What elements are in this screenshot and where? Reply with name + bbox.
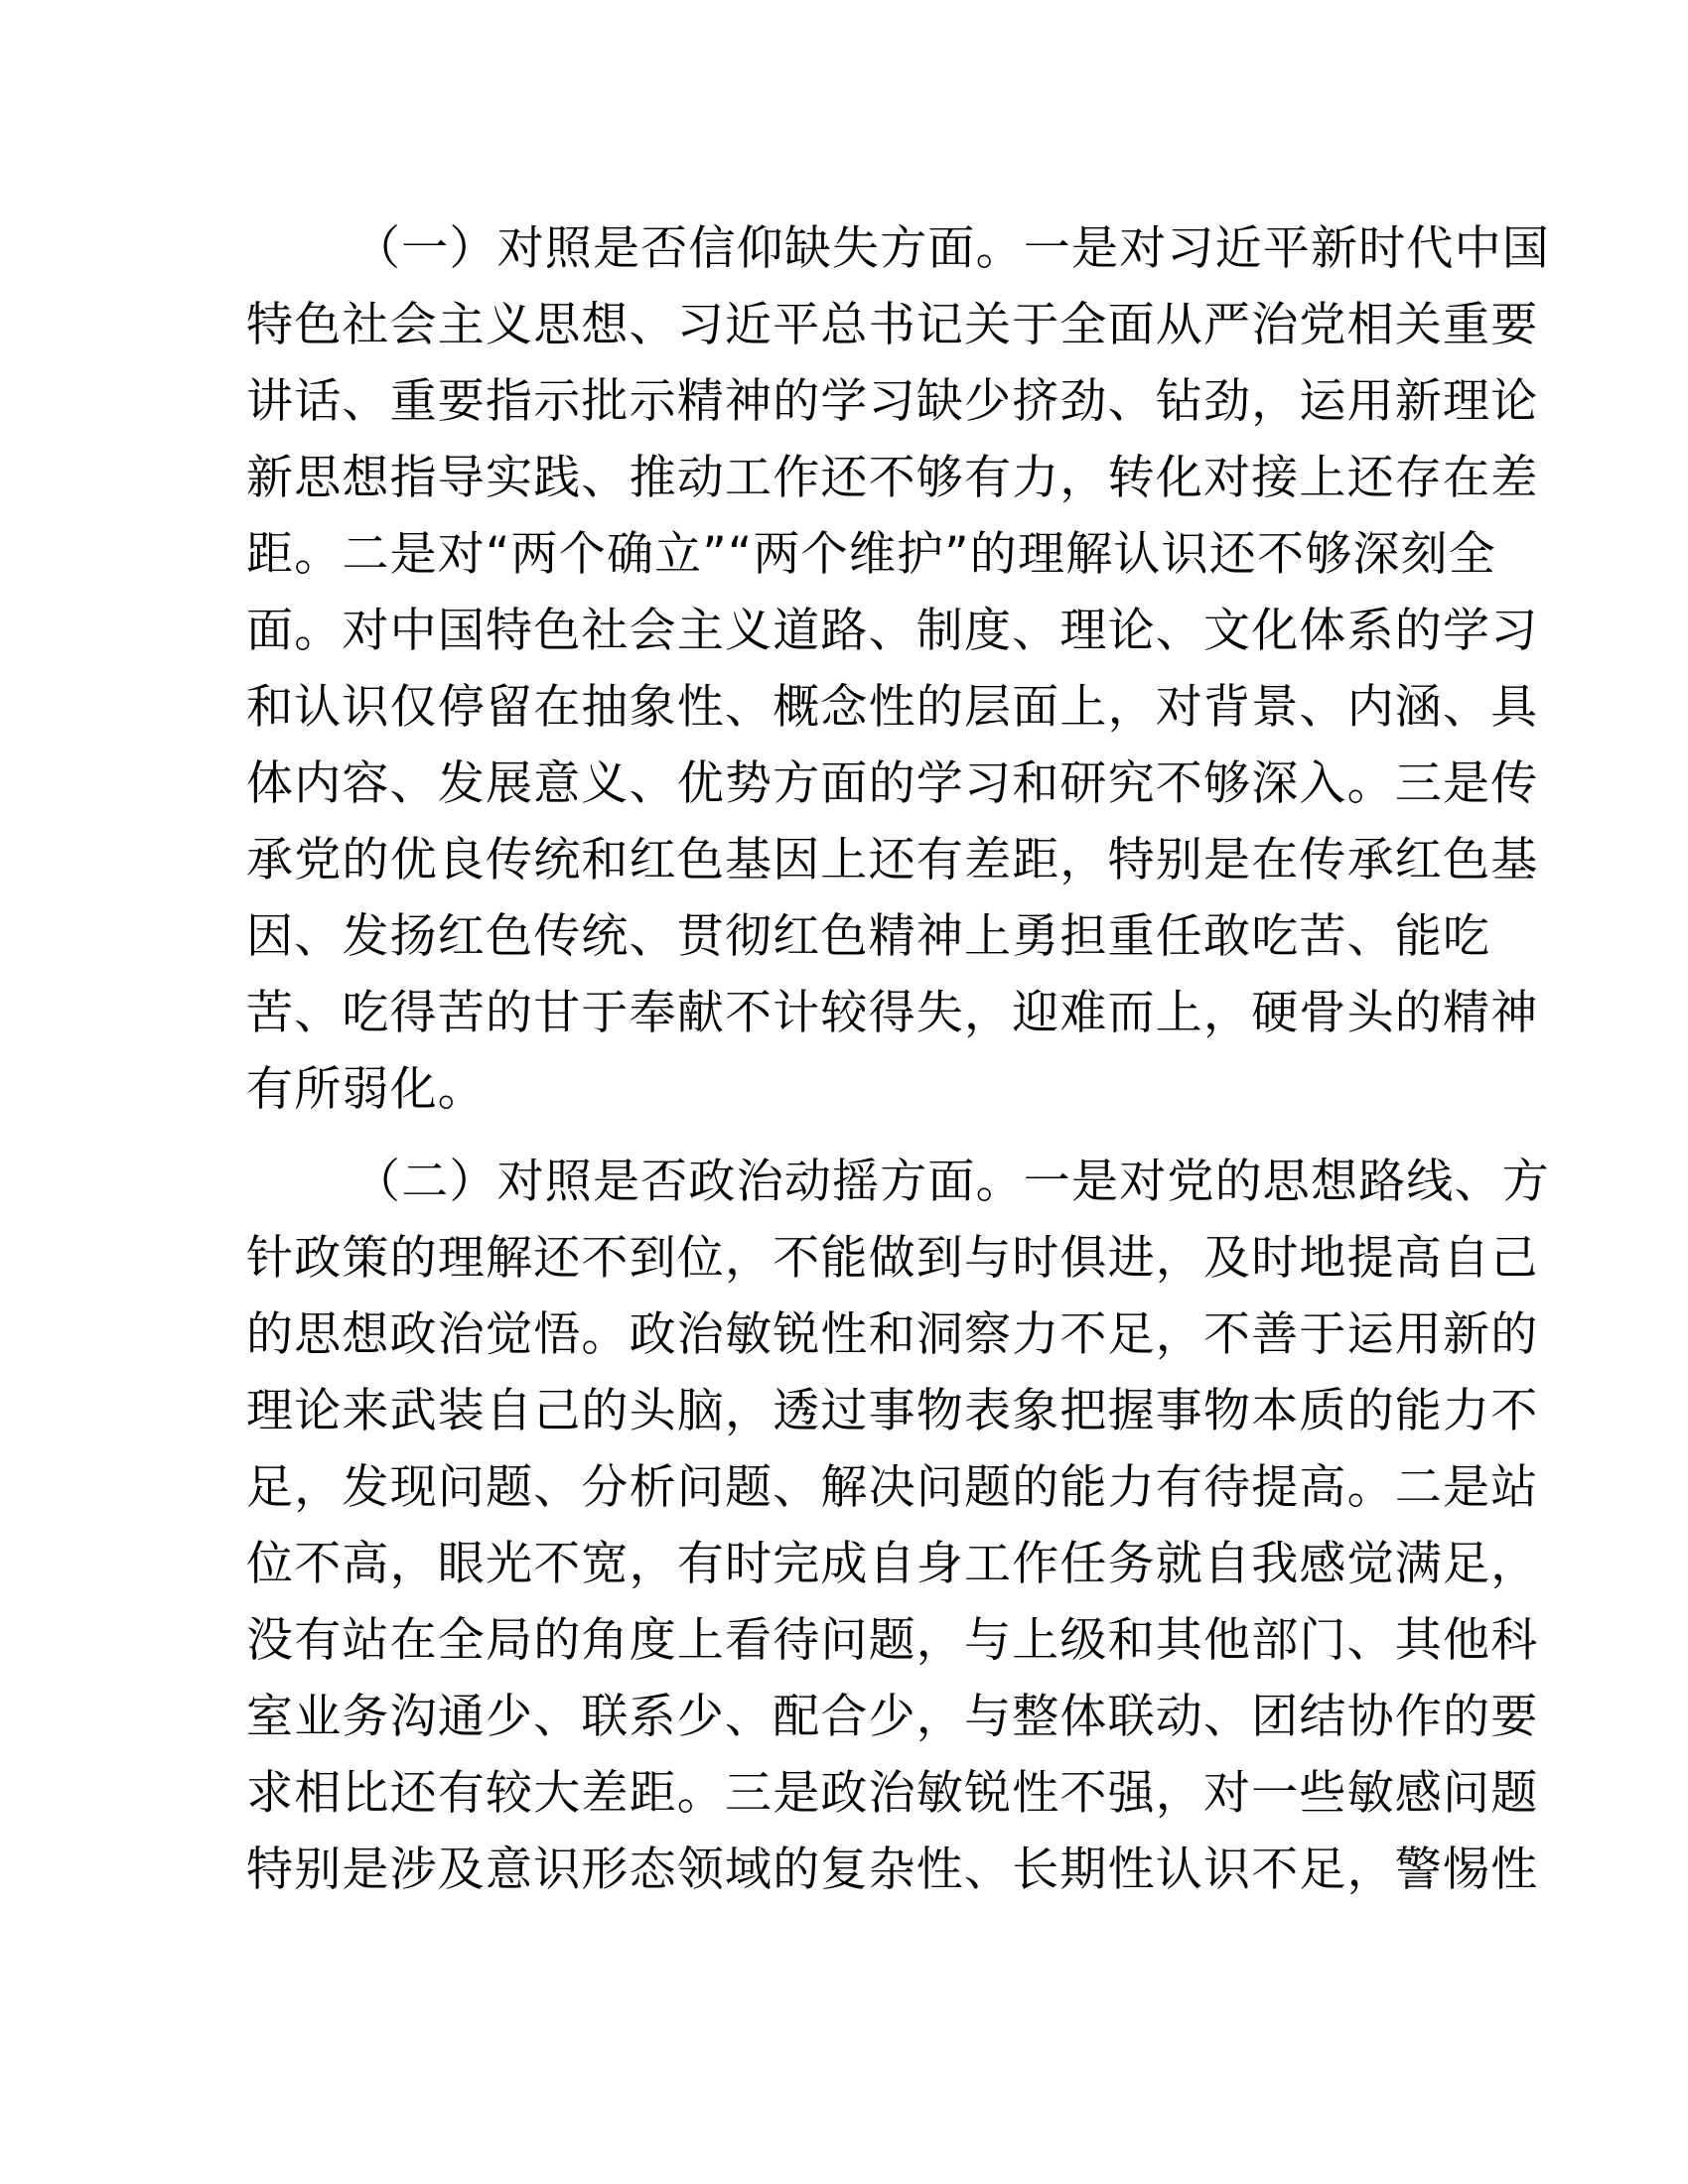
text-line: 理论来武装自己的头脑，透过事物表象把握事物本质的能力不 bbox=[246, 1384, 1539, 1438]
text-line: 位不高，眼光不宽，有时完成自身工作任务就自我感觉满足， bbox=[246, 1537, 1539, 1591]
paragraph-spacer bbox=[246, 1128, 1438, 1144]
text-line: 有所弱化。 bbox=[246, 1062, 486, 1117]
text-line: 新思想指导实践、推动工作还不够有力，转化对接上还存在差 bbox=[246, 451, 1539, 505]
text-line: 针政策的理解还不到位，不能做到与时俱进，及时地提高自己 bbox=[246, 1231, 1539, 1286]
text-line: 面。对中国特色社会主义道路、制度、理论、文化体系的学习 bbox=[246, 604, 1539, 658]
paragraph-2 bbox=[246, 1144, 1550, 1908]
text-line: 讲话、重要指示批示精神的学习缺少挤劲、钻劲，运用新理论 bbox=[246, 374, 1539, 429]
text-line: （二）对照是否政治动摇方面。一是对党的思想路线、方 bbox=[353, 1155, 1550, 1209]
text-line: 和认识仅停留在抽象性、概念性的层面上，对背景、内涵、具 bbox=[246, 680, 1539, 735]
text-line: 距。二是对“两个确立”“两个维护”的理解认识还不够深刻全 bbox=[246, 527, 1496, 582]
text-line: 求相比还有较大差距。三是政治敏锐性不强，对一些敏感问题 bbox=[246, 1766, 1539, 1821]
text-line: 特别是涉及意识形态领域的复杂性、长期性认识不足，警惕性 bbox=[246, 1843, 1539, 1897]
text-line: 足，发现问题、分析问题、解决问题的能力有待提高。二是站 bbox=[246, 1460, 1539, 1515]
paragraph-1 bbox=[246, 210, 1550, 1128]
text-line: 室业务沟通少、联系少、配合少，与整体联动、团结协作的要 bbox=[246, 1690, 1539, 1744]
document-body bbox=[246, 210, 1550, 1908]
text-line: 体内容、发展意义、优势方面的学习和研究不够深入。三是传 bbox=[246, 756, 1539, 811]
text-line: 的思想政治觉悟。政治敏锐性和洞察力不足，不善于运用新的 bbox=[246, 1307, 1539, 1362]
text-line: 因、发扬红色传统、贯彻红色精神上勇担重任敢吃苦、能吃 bbox=[246, 909, 1491, 964]
text-line: 没有站在全局的角度上看待问题，与上级和其他部门、其他科 bbox=[246, 1613, 1539, 1668]
text-line: 特色社会主义思想、习近平总书记关于全面从严治党相关重要 bbox=[246, 298, 1539, 352]
text-line: 苦、吃得苦的甘于奉献不计较得失，迎难而上，硬骨头的精神 bbox=[246, 986, 1539, 1040]
text-line: 承党的优良传统和红色基因上还有差距，特别是在传承红色基 bbox=[246, 833, 1539, 887]
text-line: （一）对照是否信仰缺失方面。一是对习近平新时代中国 bbox=[353, 221, 1550, 276]
